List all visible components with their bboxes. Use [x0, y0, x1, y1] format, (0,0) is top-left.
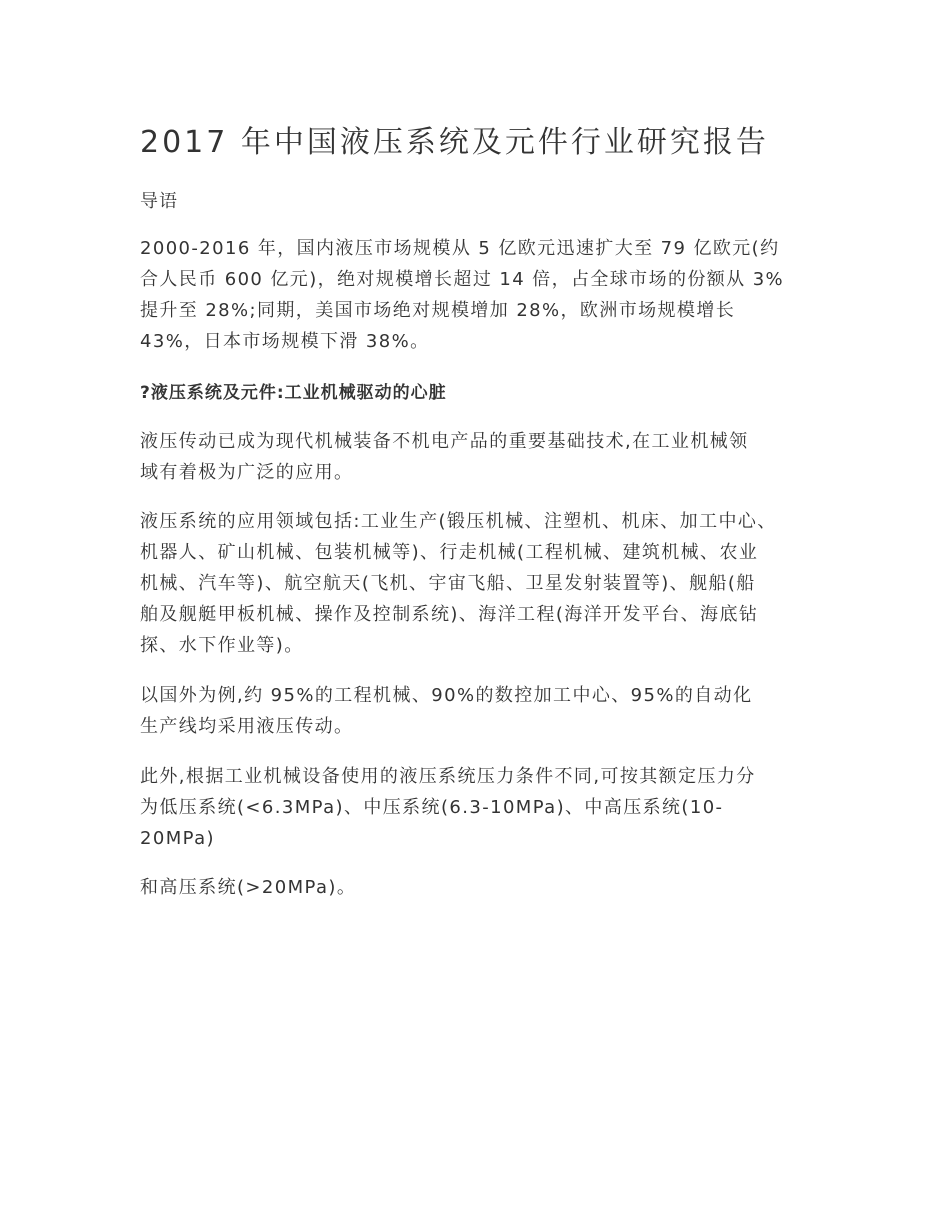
intro-line: 43%，日本市场规模下滑 38%。 [140, 331, 430, 352]
paragraph-line: 以国外为例,约 95%的工程机械、90%的数控加工中心、95%的自动化 [140, 685, 753, 706]
intro-label: 导语 [140, 191, 178, 212]
paragraph-line: 液压传动已成为现代机械装备不机电产品的重要基础技术,在工业机械领 [140, 431, 749, 452]
section-heading: ?液压系统及元件:工业机械驱动的心脏 [140, 383, 447, 403]
paragraph-5 [140, 872, 820, 903]
paragraph-line: 此外,根据工业机械设备使用的液压系统压力条件不同,可按其额定压力分 [140, 766, 756, 787]
paragraph-line: 舶及舰艇甲板机械、操作及控制系统)、海洋工程(海洋开发平台、海底钻 [140, 604, 759, 625]
intro-line: 提升至 28%;同期，美国市场绝对规模增加 28%，欧洲市场规模增长 [140, 300, 736, 321]
paragraph-2 [140, 506, 820, 661]
paragraph-4 [140, 761, 820, 854]
paragraph-3 [140, 680, 820, 742]
intro-line: 合人民币 600 亿元)，绝对规模增长超过 14 倍，占全球市场的份额从 3% [140, 269, 785, 290]
paragraph-line: 20MPa) [140, 828, 215, 849]
paragraph-line: 域有着极为广泛的应用。 [140, 462, 354, 483]
intro-paragraph [140, 233, 820, 357]
document-title: 2017 年中国液压系统及元件行业研究报告 [140, 125, 769, 160]
paragraph-line: 机器人、矿山机械、包装机械等)、行走机械(工程机械、建筑机械、农业 [140, 542, 759, 563]
paragraph-line: 生产线均采用液压传动。 [140, 716, 354, 737]
paragraph-line: 为低压系统(<6.3MPa)、中压系统(6.3-10MPa)、中高压系统(10- [140, 797, 724, 818]
paragraph-line: 机械、汽车等)、航空航天(飞机、宇宙飞船、卫星发射装置等)、舰船(船 [140, 573, 756, 594]
paragraph-line: 液压系统的应用领域包括:工业生产(锻压机械、注塑机、机床、加工中心、 [140, 511, 777, 532]
paragraph-line: 和高压系统(>20MPa)。 [140, 877, 357, 898]
paragraph-line: 探、水下作业等)。 [140, 635, 304, 656]
paragraph-1 [140, 426, 820, 488]
intro-line: 2000-2016 年，国内液压市场规模从 5 亿欧元迅速扩大至 79 亿欧元(约 [140, 238, 780, 259]
